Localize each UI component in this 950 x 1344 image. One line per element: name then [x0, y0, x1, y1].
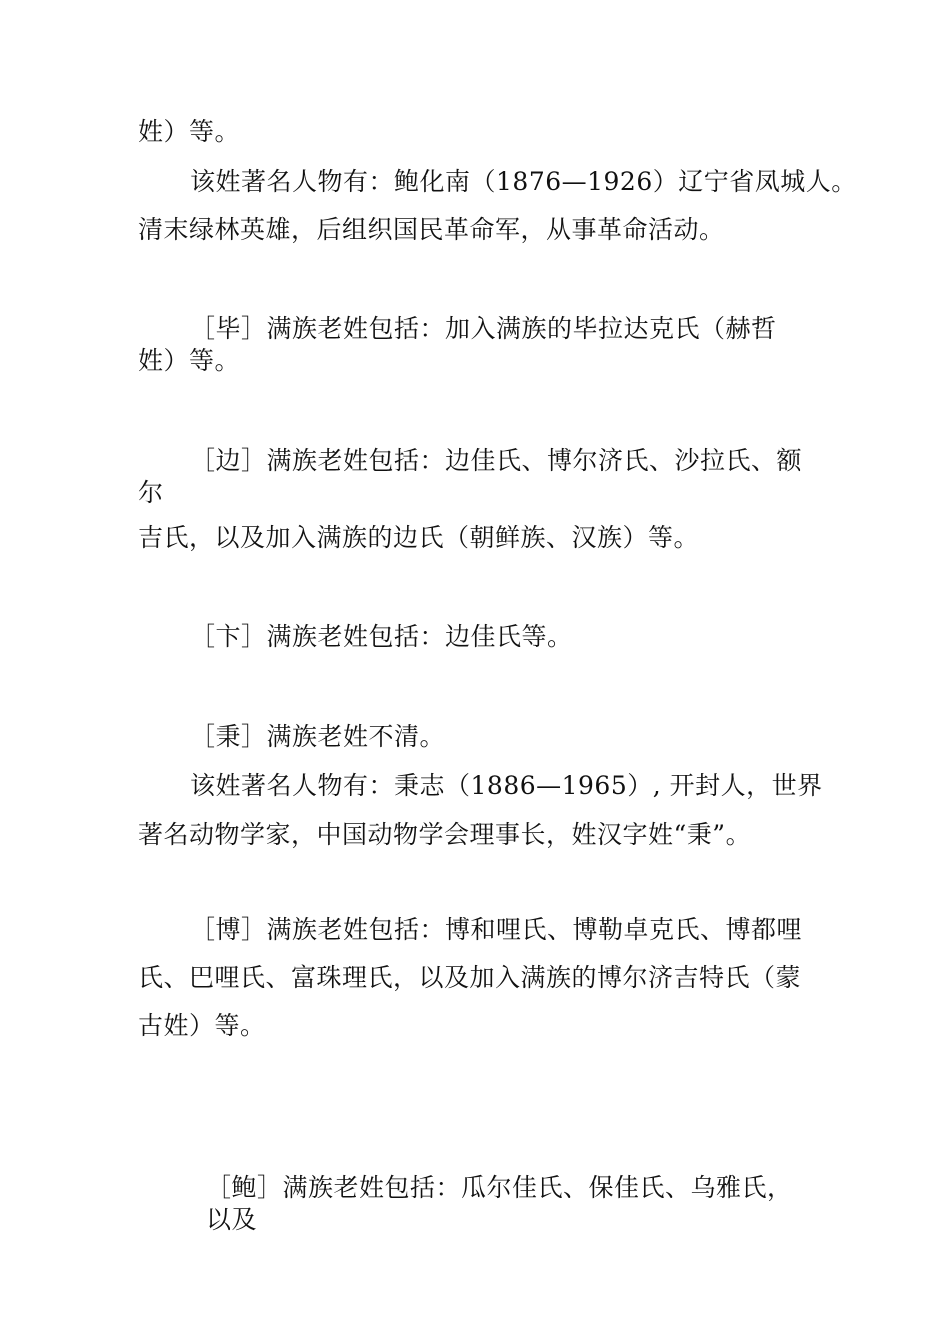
- text-line: 尔: [138, 478, 164, 507]
- text-line: 吉氏，以及加入满族的边氏（朝鲜族、汉族）等。: [138, 523, 700, 552]
- text-line: ［秉］满族老姓不清。: [190, 722, 446, 751]
- text-line: 著名动物学家，中国动物学会理事长，姓汉字姓“秉”。: [138, 820, 752, 849]
- text-line: ［卞］满族老姓包括：边佳氏等。: [190, 622, 573, 651]
- text-line: ［边］满族老姓包括：边佳氏、博尔济氏、沙拉氏、额: [190, 446, 803, 475]
- text-line: ［鲍］满族老姓包括：瓜尔佳氏、保佳氏、乌雅氏，: [206, 1173, 793, 1202]
- text-line: 以及: [206, 1205, 258, 1234]
- text-line: 氏、巴哩氏、富珠理氏，以及加入满族的博尔济吉特氏（蒙: [138, 963, 802, 992]
- text-line: ［博］满族老姓包括：博和哩氏、博勒卓克氏、博都哩: [190, 915, 803, 944]
- text-line: ［毕］满族老姓包括：加入满族的毕拉达克氏（赫哲: [190, 314, 777, 343]
- text-line: 古姓）等。: [138, 1011, 266, 1040]
- text-line: 姓）等。: [138, 346, 241, 375]
- text-line: 该姓著名人物有：鲍化南（1876—1926）辽宁省凤城人。: [190, 167, 857, 196]
- text-line: 该姓著名人物有：秉志（1886—1965）, 开封人，世界: [190, 771, 823, 800]
- text-line: 清末绿林英雄，后组织国民革命军，从事革命活动。: [138, 215, 725, 244]
- text-line: 姓）等。: [138, 117, 241, 146]
